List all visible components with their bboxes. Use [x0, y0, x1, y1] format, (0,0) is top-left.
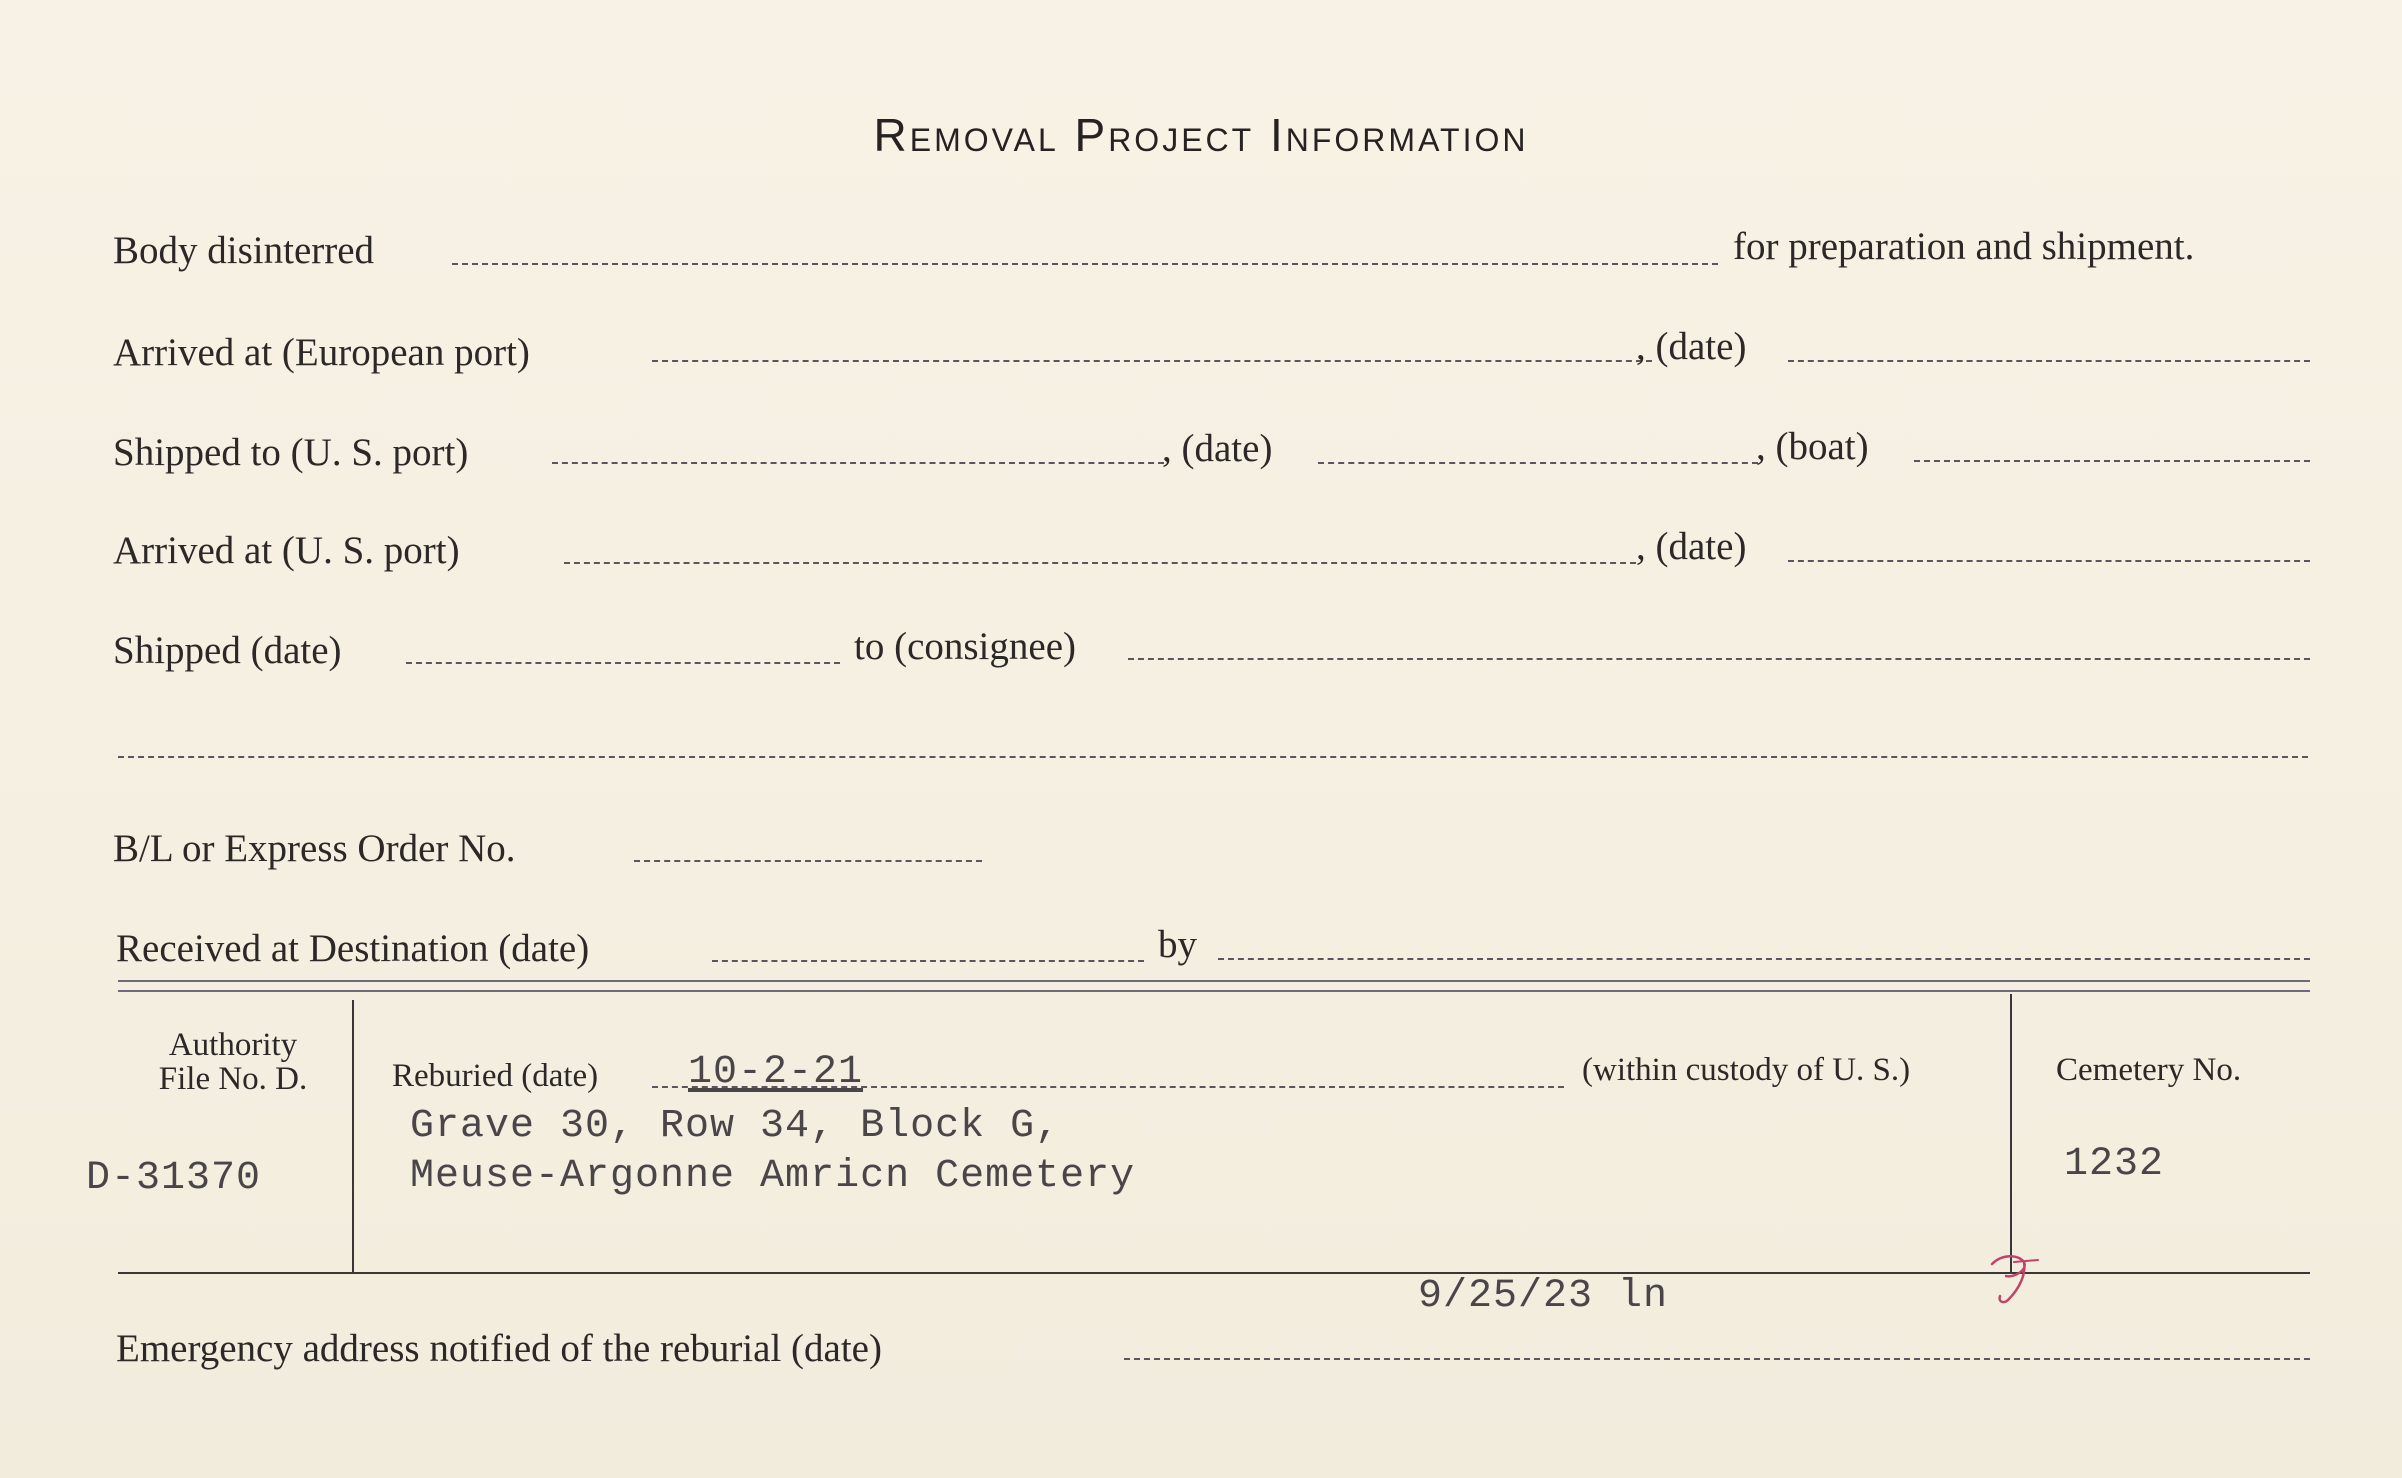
arrival-date-label: , (date) — [1636, 325, 1747, 368]
consignee-continuation-field[interactable] — [118, 756, 2308, 758]
shipped-to-us-port-label: Shipped to (U. S. port) — [113, 431, 469, 474]
received-destination-date-field[interactable] — [712, 960, 1144, 962]
custody-label: (within custody of U. S.) — [1582, 1052, 1911, 1088]
notified-date-stamp: 9/25/23 ln — [1418, 1274, 1669, 1319]
received-by-field[interactable] — [1218, 958, 2310, 960]
received-by-label: by — [1158, 923, 1197, 966]
authority-label-line2: File No. D. — [158, 1061, 308, 1097]
shipped-us-date-field[interactable] — [1318, 462, 1758, 464]
table-top-rule-2 — [118, 990, 2310, 992]
authority-divider — [352, 1000, 354, 1272]
cemetery-name: Meuse-Argonne Amricn Cemetery — [410, 1154, 1136, 1199]
consignee-field[interactable] — [1128, 658, 2310, 660]
reburied-date-label: Reburied (date) — [392, 1058, 599, 1094]
reburied-date-value: 10-2-21 — [688, 1050, 864, 1095]
emergency-address-label: Emergency address notified of the reburial (date) — [116, 1327, 882, 1370]
shipped-date-label: , (date) — [1162, 427, 1273, 470]
european-port-field[interactable] — [652, 360, 1652, 362]
european-arrival-date-field[interactable] — [1788, 360, 2310, 362]
card-title: Removal Project Information — [873, 109, 1529, 161]
bl-express-order-label: B/L or Express Order No. — [113, 827, 516, 870]
received-destination-label: Received at Destination (date) — [116, 927, 590, 970]
authority-label-line1: Authority — [168, 1027, 298, 1063]
preparation-shipment-label: for preparation and shipment. — [1733, 225, 2195, 268]
authority-file-number: D-31370 — [86, 1156, 262, 1201]
cemetery-divider — [2010, 994, 2012, 1272]
shipped-date-field[interactable] — [406, 662, 840, 664]
table-bottom-rule — [118, 1272, 2310, 1274]
authority-label — [118, 1028, 348, 1096]
consignee-label: to (consignee) — [854, 625, 1077, 668]
body-disinterred-field[interactable] — [452, 263, 1718, 265]
arrived-european-port-label: Arrived at (European port) — [113, 331, 530, 374]
boat-label: , (boat) — [1756, 425, 1869, 468]
cemetery-number-label: Cemetery No. — [2056, 1052, 2242, 1088]
red-check-mark-icon — [1984, 1248, 2044, 1306]
arrived-us-port-label: Arrived at (U. S. port) — [113, 529, 460, 572]
body-disinterred-label: Body disinterred — [113, 229, 375, 272]
grave-location: Grave 30, Row 34, Block G, — [410, 1104, 1061, 1149]
us-port-field[interactable] — [552, 462, 1164, 464]
bl-express-order-field[interactable] — [634, 860, 982, 862]
shipped-date-row-label: Shipped (date) — [113, 629, 342, 672]
boat-field[interactable] — [1914, 460, 2310, 462]
arrived-us-port-field[interactable] — [564, 562, 1636, 564]
arrived-us-date-label: , (date) — [1636, 525, 1747, 568]
arrived-us-date-field[interactable] — [1788, 560, 2310, 562]
emergency-notified-date-field[interactable] — [1124, 1358, 2310, 1360]
table-top-rule — [118, 980, 2310, 982]
cemetery-number-value: 1232 — [2064, 1142, 2165, 1187]
